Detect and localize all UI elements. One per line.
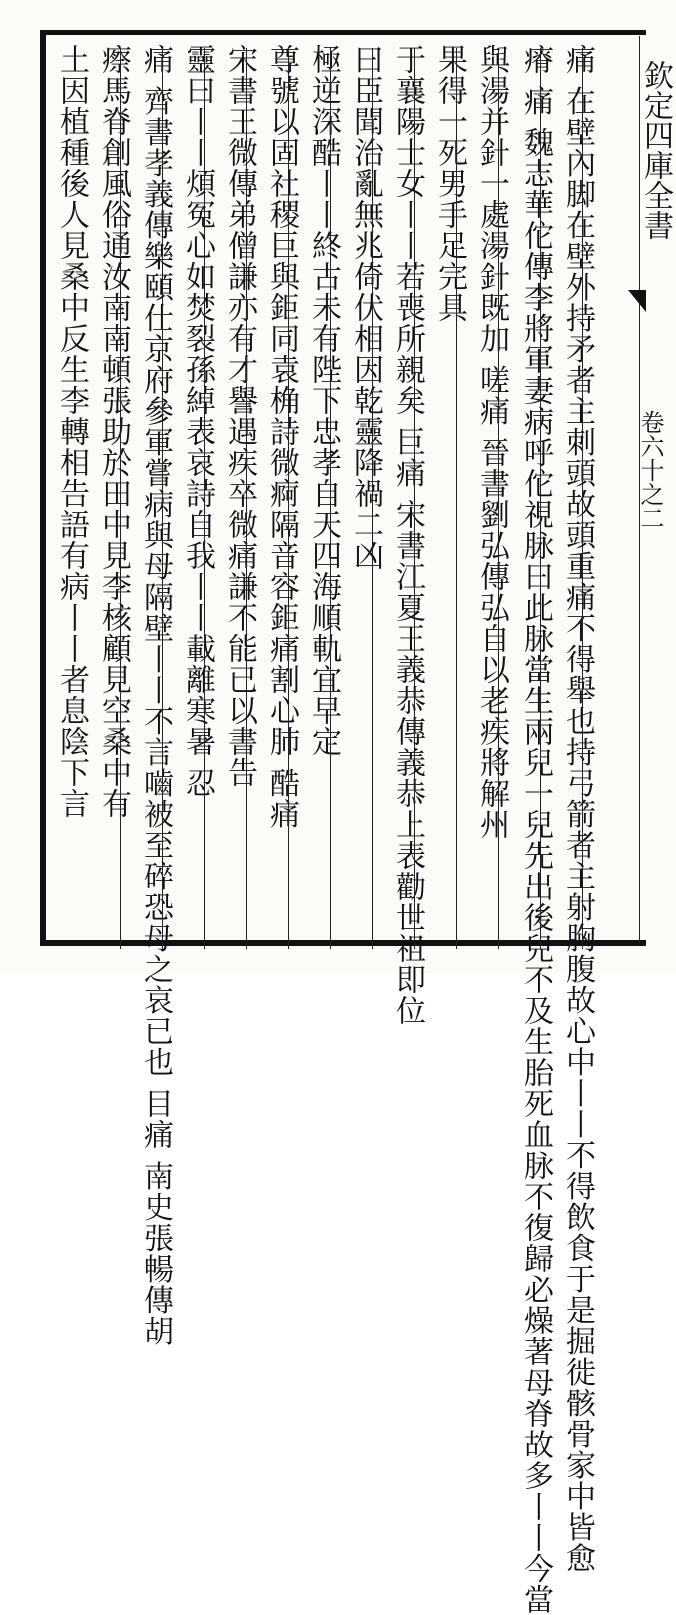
column-rule [162, 48, 163, 949]
text-column: 痛 在壁內脚在壁外持矛者主刺頭故頭重痛不得舉也持弓箭者主射胸腹故心中丨丨不得飲食于是掘徙骸骨家中皆愈 [560, 44, 595, 1574]
text-column: 靈曰丨丨煩冤心如焚裂孫綽表哀詩自我丨丨載離寒暑 忍 [180, 44, 215, 799]
column-rule [540, 48, 541, 949]
margin-series-title: 欽定四庫全書 [638, 60, 673, 240]
text-column: 土因植種後人見桑中反生李轉相告語有病丨丨者息陰下言 [54, 44, 89, 819]
column-rule [288, 48, 289, 949]
text-column: 瘵馬脊創風俗通汝南南頓張助於田中見李核顧見空桑中有 [96, 44, 131, 819]
text-column: 尊號以固社稷巨與鉅同袁桷詩微痾隔音容鉅痛割心肺 酷痛 [264, 44, 299, 830]
column-rule [330, 48, 331, 949]
text-column: 于襄陽士女丨丨若喪所親矣 巨痛 宋書江夏王義恭傳義恭上表勸世祖即位 [390, 44, 425, 1027]
text-column: 宋書王微傳弟僧謙亦有才譽遇疾卒微痛謙不能已以書告 [222, 44, 257, 788]
margin-volume: 卷六十之二 [636, 410, 664, 530]
text-column: 極逆深酷丨丨終古未有陛下忠孝自天四海順軌宜早定 [306, 44, 341, 757]
column-rule [498, 48, 499, 949]
text-column: 曰臣聞治亂無兆倚伏相因乾靈降禍二凶 [348, 44, 383, 571]
fish-tail-mark-icon [628, 290, 646, 312]
column-rule [582, 48, 583, 949]
text-column: 瘠 痛 魏志華佗傳李將軍妻病呼佗視脉曰此脉當生兩兒一兒先出後兒不及生胎死血脉不復歸必燥著母脊故多丨丨今當 [518, 44, 553, 1615]
column-rule [456, 48, 457, 949]
column-rule [414, 48, 415, 949]
text-column: 痛 齊書孝義傳樂頤仕京府參軍嘗病與母隔壁丨丨不言嚙被至碎恐母之哀已也 目痛 南史張暢傳胡 [138, 44, 173, 1347]
column-rule [204, 48, 205, 949]
column-rule [372, 48, 373, 949]
column-rule [246, 48, 247, 949]
column-rule [120, 48, 121, 949]
text-column: 果得一死男手足完具 [432, 44, 467, 323]
text-column: 與湯并針一處湯針既加 嗟痛 晉書劉弘傳弘自以老疾將解州 [474, 44, 509, 841]
